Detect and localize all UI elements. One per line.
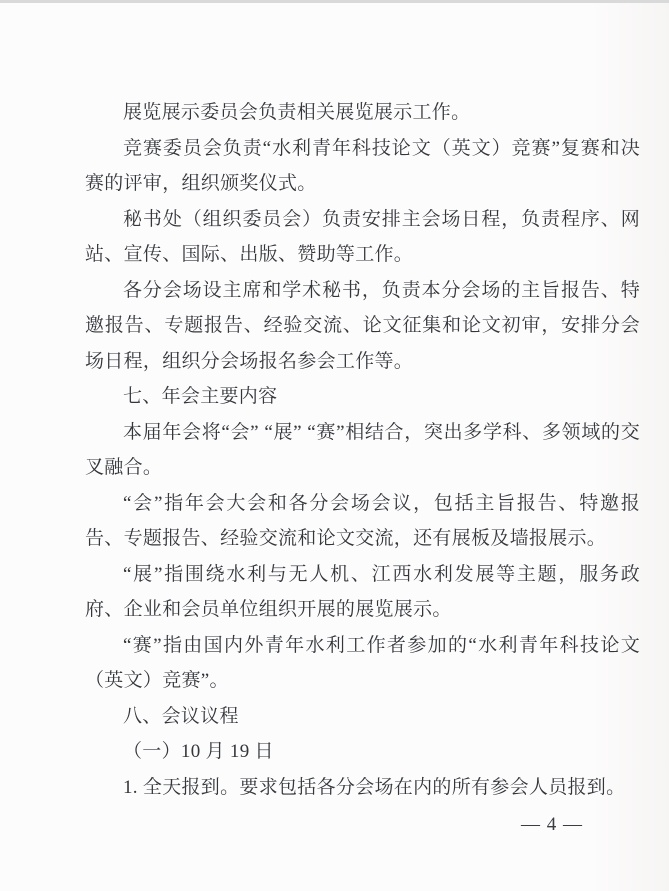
paragraph-secretariat-duties: 秘书处（组织委员会）负责安排主会场日程，负责程序、网站、宣传、国际、出版、赞助等工作。: [85, 208, 640, 265]
page-number: — 4 —: [521, 814, 583, 835]
heading-date-october-19: （一）10 月 19 日: [123, 741, 274, 762]
paragraph-exhibition-committee: 展览展示委员会负责相关展览展示工作。: [123, 102, 471, 123]
heading-section-seven-main-content: 七、年会主要内容: [123, 386, 278, 407]
paragraph-sai-definition: “赛”指由国内外青年水利工作者参加的“水利青年科技论文（英文）竞赛”。: [85, 634, 640, 691]
paragraph-competition-committee: 竞赛委员会负责“水利青年科技论文（英文）竞赛”复赛和决赛的评审，组织颁奖仪式。: [85, 137, 640, 194]
heading-section-eight-agenda: 八、会议议程: [123, 705, 239, 727]
paragraph-meeting-combination: 本届年会将“会” “展” “赛”相结合，突出多学科、多领域的交叉融合。: [85, 421, 640, 478]
paragraph-item-1-registration: 1. 全天报到。要求包括各分会场在内的所有参会人员报到。: [123, 776, 626, 798]
paragraph-zhan-definition: “展”指围绕水利与无人机、江西水利发展等主题，服务政府、企业和会员单位组织开展的展览展示。: [85, 563, 640, 620]
paragraph-hui-definition: “会”指年会大会和各分会场会议，包括主旨报告、特邀报告、专题报告、经验交流和论文交流，还有展板及墙报展示。: [85, 492, 640, 549]
paragraph-sub-venue-duties: 各分会场设主席和学术秘书，负责本分会场的主旨报告、特邀报告、专题报告、经验交流、论文征集和论文初审，安排分会场日程，组织分会场报名参会工作等。: [85, 279, 640, 372]
